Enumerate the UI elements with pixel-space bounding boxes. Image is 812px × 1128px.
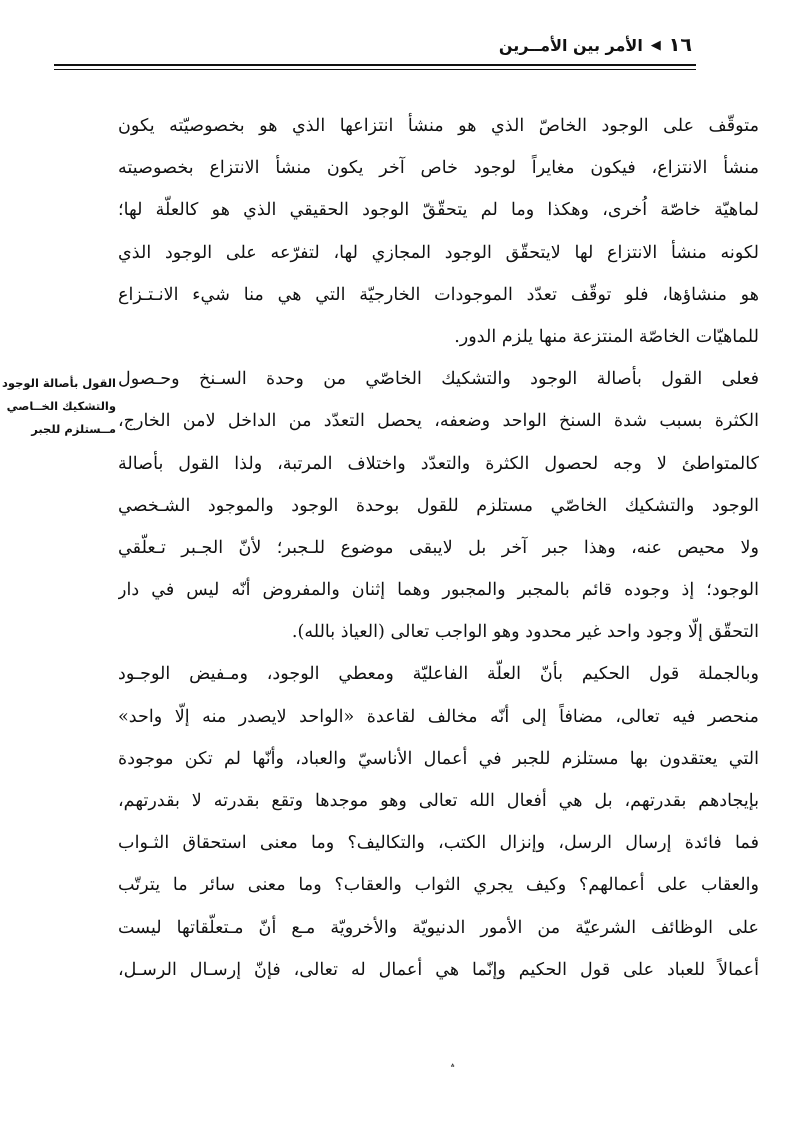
margin-note-line: مــستلزم للجبر [31, 422, 116, 436]
text-line: فما فائدة إرسال الرسل، وإنزال الكتب، والتكاليف؟ وما معنى استحقاق الثـواب [118, 833, 759, 854]
text-line: أعمالاً للعباد على قول الحكيم وإنّما هي أعمال له تعالى، فإنّ إرسـال الرسـل، [118, 959, 759, 980]
body-text [118, 105, 759, 991]
text-line: لماهيّة خاصّة اُخرى، وهكذا وما لم يتحقّقّ الوجود الحقيقي الذي هو كالعلّة لها؛ [118, 200, 759, 221]
text-line: منحصر فيه تعالى، مضافاً إلى أنّه مخالف لقاعدة «الواحد لايصدر منه إلّا واحد» [118, 706, 759, 727]
header-arrow-icon: ◀ [650, 37, 661, 53]
header-rule-thin [54, 69, 696, 70]
text-line: وبالجملة قول الحكيم بأنّ العلّة الفاعليّة ومعطي الوجود، ومـفيض الوجـود [118, 664, 759, 685]
text-line: منشأ الانتزاع، فيكون مغايراً لوجود خاص آخر يكون منشأ الانتزاع بخصوصيته [118, 158, 759, 179]
margin-note [2, 372, 116, 441]
text-line: الكثرة بسبب شدة السنخ الواحد وضعفه، يحصل التعدّد من الداخل لامن الخارج، [118, 411, 759, 432]
text-line: لكونه منشأ الانتزاع لها لايتحقّق الوجود المجازي لها، لتفرّعه على الوجود الذي [118, 242, 759, 263]
text-line: كالمتواطئ لا وجه لحصول الكثرة والتعدّد واختلاف المرتبة، ولذا القول بأصالة [118, 453, 759, 474]
text-line: الوجود والتشكيك الخاصّي مستلزم للقول بوحدة الوجود والموجود الشـخصي [118, 495, 759, 516]
text-line: الوجود؛ إذ وجوده قائم بالمجبر والمجبور وهما إثنان والمفروض أنّه ليس في دار [118, 580, 759, 601]
page-number: ١٦ [668, 34, 692, 56]
text-line: والعقاب على أعمالهم؟ وكيف يجري الثواب والعقاب؟ وما معنى سائر ما يترتّب [118, 875, 759, 896]
paragraph-end-line: للماهيّات الخاصّة المنتزعة منها يلزم الدور. [454, 326, 759, 347]
text-line: متوقّف على الوجود الخاصّ الذي هو منشأ انتزاعها الذي هو بخصوصيّته يكون [118, 116, 759, 136]
text-line: ولا محيص عنه، وهذا جبر آخر بل لايبقى موضوع للـجبر؛ لأنّ الجـبر تـعلّقي [118, 537, 759, 558]
header-rule [54, 64, 696, 66]
text-line: بإيجادهم بقدرتهم، بل هي أفعال الله تعالى وهو موجدها وتقع بقدرته لا بقدرتهم، [118, 791, 759, 811]
text-line: على الوظائف الشرعيّة من الأمور الدنيويّة والأخرويّة مـع أنّ مـتعلّقاتها ليست [118, 917, 759, 938]
running-header [499, 30, 692, 60]
margin-note-line: القول بأصالة الوجود [2, 376, 116, 390]
text-line: هو منشاؤها، فلو توقّف تعدّد الموجودات الخارجيّة التي هي منا شيء الانـتـزاع [118, 284, 759, 305]
footer-mark: ؞ [450, 1064, 456, 1074]
running-title: الأمر بين الأمــرين [498, 35, 643, 55]
text-line: التي يعتقدون بها مستلزم للجبر في أعمال الأناسيّ والعباد، وأنّها لم تكن موجودة [118, 748, 759, 769]
margin-note-line: والتشكيك الخــاصي [6, 399, 116, 413]
paragraph-end-line: التحقّق إلّا وجود واحد غير محدود وهو الواجب تعالى (العياذ بالله). [291, 622, 759, 643]
text-line: فعلى القول بأصالة الوجود والتشكيك الخاصّي من وحدة السـنخ وحـصول [118, 369, 759, 390]
